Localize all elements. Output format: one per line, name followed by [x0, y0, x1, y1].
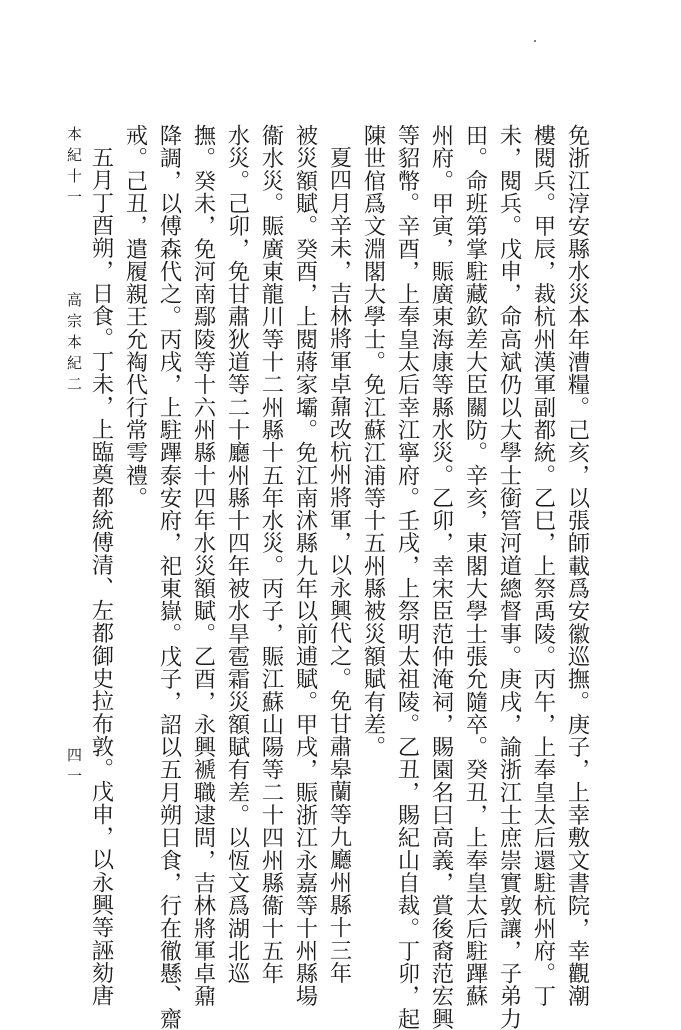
text-column-9: 被災額賦。癸酉，上閱蔣家壩。免江南沭縣九年以前逋賦。甲戌，賑浙江永嘉等十州縣場	[292, 124, 318, 1008]
text-column-6: 等貂幣。辛酉，上奉皇太后幸江寧府。壬戌，上祭明太祖陵。乙丑，賜紀山自裁。丁卯，起	[394, 124, 420, 1030]
text-column-5: 州府。甲寅，賑廣東海康等縣水災。乙卯，幸宋臣范仲淹祠，賜園名曰高義，賞後裔范宏興	[428, 124, 454, 1030]
text-column-4: 田。命班第掌駐藏欽差大臣關防。辛亥，東閣大學士張允隨卒。癸丑，上奉皇太后駐蹕蘇	[462, 124, 488, 1008]
text-column-12: 撫。癸未，免河南鄢陵等十六州縣十四年水災額賦。乙酉，永興褫職逮問，吉林將軍卓鼐	[190, 124, 216, 1008]
text-column-3: 未，閱兵。戊申，命高斌仍以大學士銜管河道總督事。庚戌，諭浙江士庶崇實敦讓，子弟力	[496, 124, 522, 1030]
scan-speck	[534, 40, 536, 42]
footer-section: 本紀十一	[65, 126, 83, 210]
text-column-14: 戒。己丑，遣履親王允裪代行常雩禮。	[122, 124, 148, 510]
text-column-13: 降調，以傅森代之。丙戌，上駐蹕泰安府，祀東嶽。戊子，詔以五月朔日食，行在徹懸、齋	[156, 124, 182, 1030]
footer-page-number: 四一	[65, 747, 83, 789]
text-column-11: 水災。己卯，免甘肅狄道等二十廳州縣十四年被水旱雹霜災額賦有差。以恆文爲湖北巡	[224, 124, 250, 985]
text-column-15: 五月丁酉朔，日食。丁未，上臨奠都統傅清、左都御史拉布敦。戊申，以永興等誣劾唐	[88, 146, 114, 1007]
footer-chapter: 高宗本紀二	[65, 292, 83, 397]
text-column-8: 夏四月辛未，吉林將軍卓鼐改杭州將軍，以永興代之。免甘肅皋蘭等九廳州縣十三年	[326, 146, 352, 985]
text-column-2: 樓閱兵。甲辰，裁杭州漢軍副都統。乙巳，上祭禹陵。丙午，上奉皇太后還駐杭州府。丁	[530, 124, 556, 1008]
text-column-10: 衞水災。賑廣東龍川等十二州縣十五年水災。丙子，賑江蘇山陽等二十四州縣衞十五年	[258, 124, 284, 985]
text-column-1: 免浙江淳安縣水災本年漕糧。己亥，以張師載爲安徽巡撫。庚子，上幸敷文書院，幸觀潮	[564, 124, 590, 1008]
text-column-7: 陳世倌爲文淵閣大學士。免江蘇江浦等十五州縣被災額賦有差。	[360, 124, 386, 759]
